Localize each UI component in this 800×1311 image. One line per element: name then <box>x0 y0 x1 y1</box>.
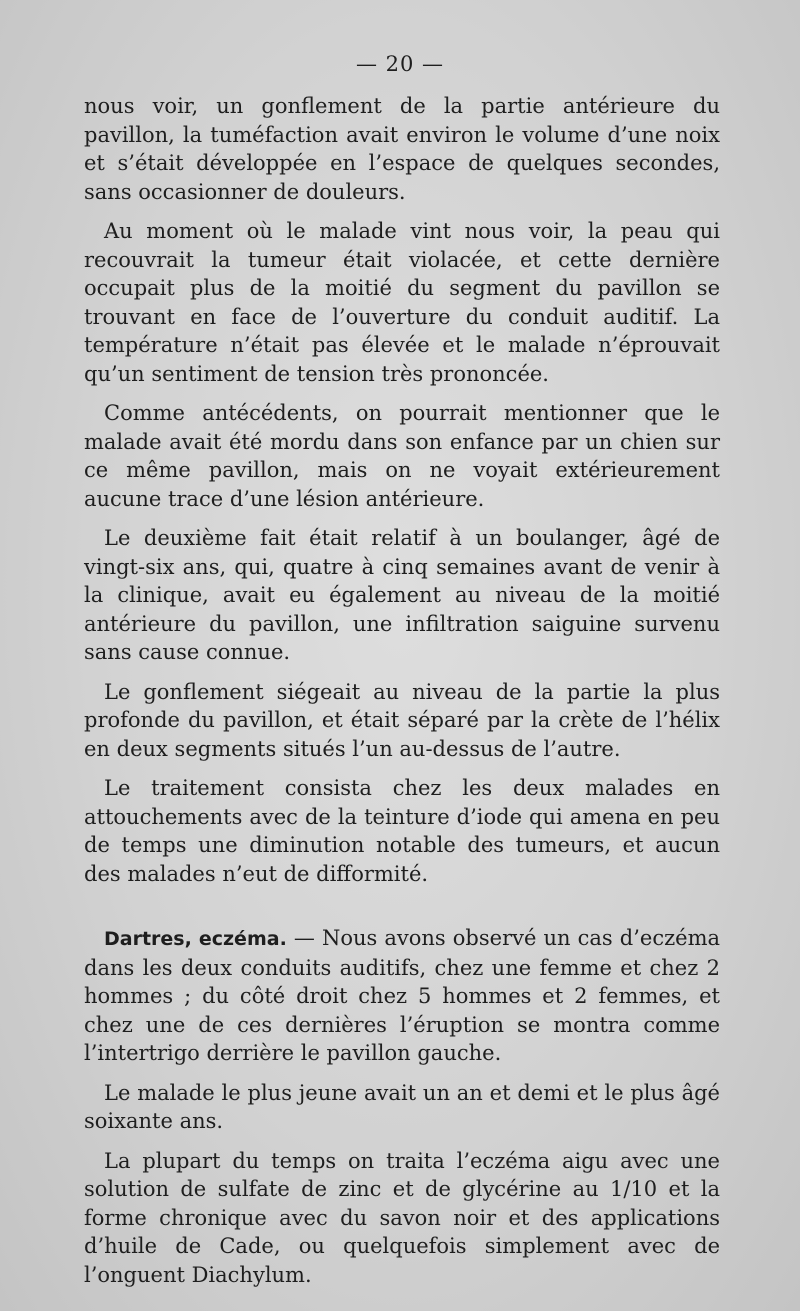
paragraph-eczema-treatment: La plupart du temps on traita l’eczéma aigu avec une solution de sulfate de zinc et de glycérine au 1/10 et la forme chronique avec du savon noir et des applications d’huile de Cade, ou quelquefois simplement avec de l’onguent Diachylum. <box>84 1148 720 1287</box>
paragraph-patient-ages: Le malade le plus jeune avait un an et demi et le plus âgé soixante ans. <box>84 1080 720 1133</box>
section-heading: Dartres, eczéma. <box>104 928 287 950</box>
paragraph-treatment: Le traitement consista chez les deux malades en attouchements avec de la teinture d’iode qui amena en peu de temps une diminution notable des tumeurs, et aucun des malades n’eut de difformité. <box>84 776 720 886</box>
paragraph-second-case: Le deuxième fait était relatif à un boulanger, âgé de vingt-six ans, qui, quatre à cinq semaines avant de venir à la clinique, avait eu également au niveau de la moitié antérieure du pavillon, une infiltration saiguine survenu sans cause connue. <box>84 526 720 664</box>
paragraph-swelling-location: Le gonflement siégeait au niveau de la partie la plus profonde du pavillon, et était séparé par la crète de l’hélix en deux segments situés l’un au-dessus de l’autre. <box>84 679 720 761</box>
section-eczema-intro <box>84 924 720 1068</box>
paragraph-continuation: nous voir, un gonflement de la partie antérieure du pavillon, la tuméfaction avait environ le volume d’une noix et s’était développée en l’espace de quelques secondes, sans occasionner de douleurs. <box>84 94 720 204</box>
section-intro-text: — Nous avons observé un cas d’eczéma dans les deux conduits auditifs, chez une femme et chez 2 hommes ; du côté droit chez 5 hommes et 2 femmes, et chez une de ces dernières l’éruption se montra comme l’intertrigo derrière le pavillon gauche. <box>84 926 721 1065</box>
paragraph-antecedents: Comme antécédents, on pourrait mentionner que le malade avait été mordu dans son enfance par un chien sur ce même pavillon, mais on ne voyait extérieurement aucune trace d’une lésion antérieure. <box>84 401 720 511</box>
paragraph-tumor-description: Au moment où le malade vint nous voir, la peau qui recouvrait la tumeur était violacée, et cette dernière occupait plus de la moitié du segment du pavillon se trouvant en face de l’ouverture du conduit auditif. La température n’était pas élevée et le malade n’éprouvait qu’un sentiment de tension très prononcée. <box>84 219 720 386</box>
page-number: — 20 — <box>355 52 445 76</box>
page-body <box>84 92 720 1300</box>
